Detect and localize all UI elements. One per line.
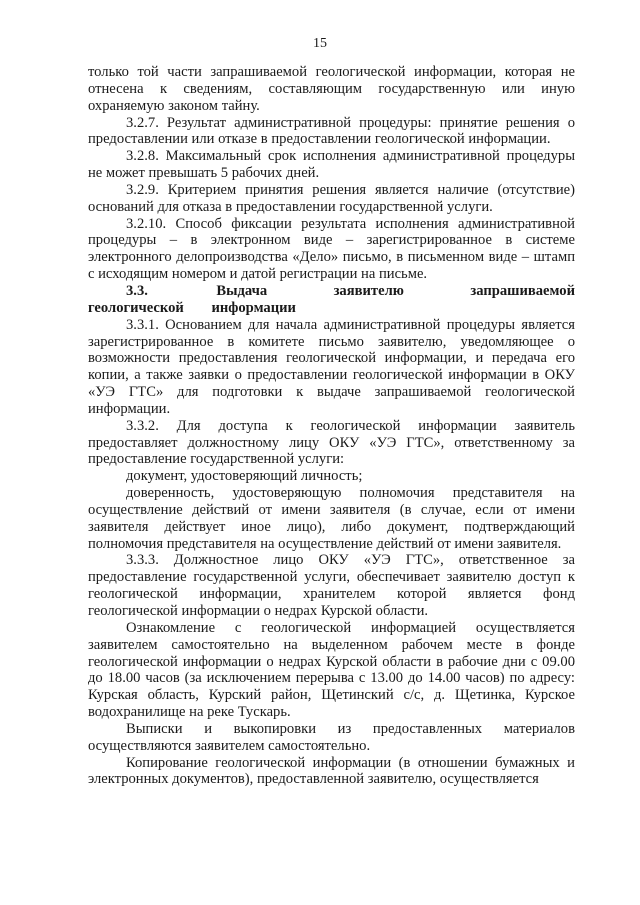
paragraph: Копирование геологической информации (в отношении бумажных и электронных документов), предоставленной заявителю, осуществляется: [88, 754, 575, 788]
paragraph: 3.2.7. Результат административной процедуры: принятие решения о предоставлении или отказе в предоставлении геологической информации.: [88, 114, 575, 148]
paragraph: доверенность, удостоверяющую полномочия представителя на осуществление действий от имени заявителя (в случае, если от имени заявителя действует иное лицо), либо документ, подтверждающий полномочия представителя на осуществление действий от имени заявителя.: [88, 485, 575, 552]
section-number: 3.3.: [126, 282, 148, 299]
paragraph: 3.3.3. Должностное лицо ОКУ «УЭ ГТС», ответственное за предоставление государственной услуги, обеспечивает заявителю доступ к геологической информации, хранителем которой является фонд геологической информации о недрах Курской области.: [88, 552, 575, 619]
paragraph: 3.3.1. Основанием для начала административной процедуры является зарегистрированное в комитете письмо заявителю, уведомляющее о возможности предоставления геологической информации, и передача его копии, а также заявки о предоставлении геологической информации в ОКУ «УЭ ГТС» для подготовки к выдаче запрашиваемой геологической информации.: [88, 316, 575, 417]
paragraph: 3.2.8. Максимальный срок исполнения административной процедуры не может превышать 5 рабочих дней.: [88, 148, 575, 182]
section-heading: [88, 283, 575, 317]
paragraph: 3.3.2. Для доступа к геологической информации заявитель предоставляет должностному лицу ОКУ «УЭ ГТС», ответственному за предоставление государственной услуги:: [88, 417, 575, 468]
paragraph: Ознакомление с геологической информацией осуществляется заявителем самостоятельно на выделенном рабочем месте в фонде геологической информации о недрах Курской области в рабочие дни с 09.00 до 18.00 часов (за исключением перерыва с 13.00 до 14.00 часов) по адресу: Курская область, Курский район, Щетинский с/с, д. Щетинка, Курское водохранилище на реке Тускарь.: [88, 619, 575, 721]
paragraph: 3.2.9. Критерием принятия решения является наличие (отсутствие) оснований для отказа в предоставлении государственной услуги.: [88, 181, 575, 215]
paragraph: документ, удостоверяющий личность;: [126, 468, 363, 485]
paragraph: 3.2.10. Способ фиксации результата исполнения административной процедуры – в электронном виде – зарегистрированное в системе электронного делопроизводства «Дело» письмо, в письменном виде – штамп с исходящим номером и датой регистрации на письме.: [88, 215, 575, 283]
section-title: Выдача заявителю запрашиваемой геологической информации: [88, 282, 575, 316]
paragraph: только той части запрашиваемой геологической информации, которая не отнесена к сведениям, составляющим государственную или иную охраняемую законом тайну.: [88, 64, 575, 114]
paragraph: Выписки и выкопировки из предоставленных материалов осуществляются заявителем самостоятельно.: [88, 720, 575, 754]
page-number: 15: [313, 36, 327, 51]
document-body: [88, 64, 575, 788]
